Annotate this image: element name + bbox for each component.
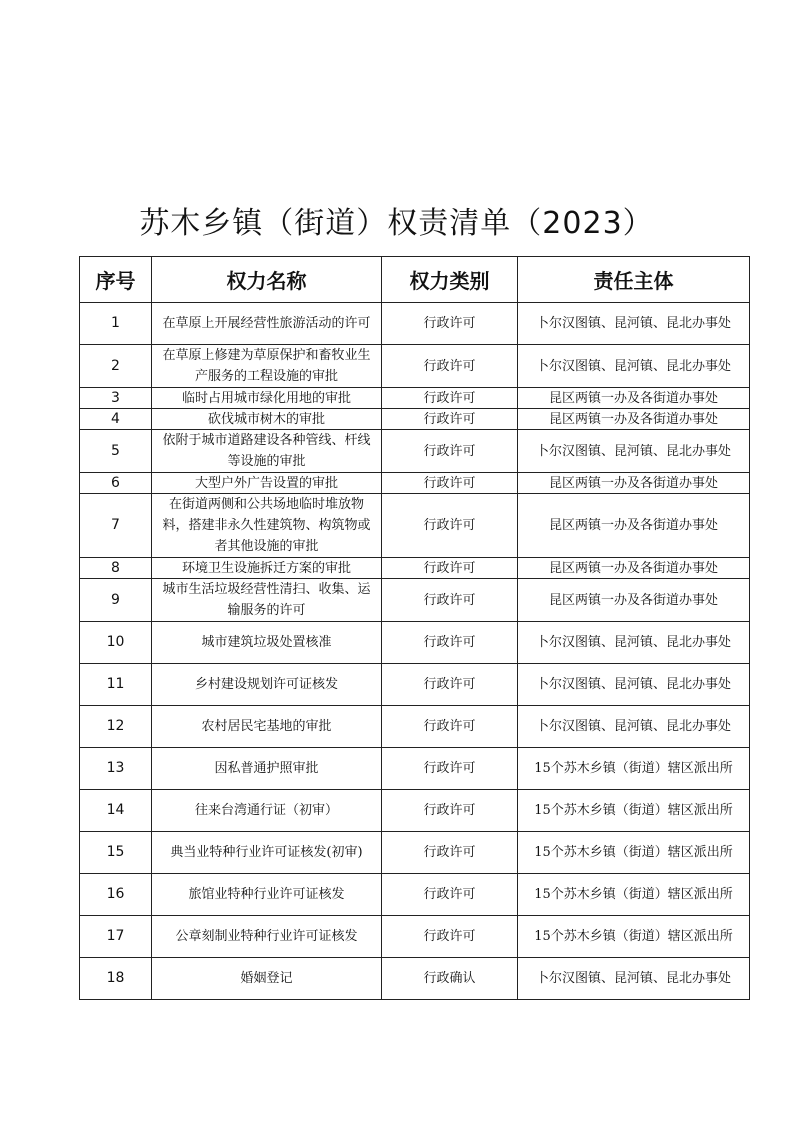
cell-no: 11 bbox=[80, 664, 152, 706]
cell-subject: 15个苏木乡镇（街道）辖区派出所 bbox=[518, 832, 750, 874]
table-row bbox=[80, 958, 750, 1000]
cell-subject: 15个苏木乡镇（街道）辖区派出所 bbox=[518, 748, 750, 790]
cell-subject: 昆区两镇一办及各街道办事处 bbox=[518, 473, 750, 494]
cell-subject: 卜尔汉图镇、昆河镇、昆北办事处 bbox=[518, 958, 750, 1000]
cell-category: 行政许可 bbox=[382, 473, 518, 494]
cell-no: 16 bbox=[80, 874, 152, 916]
cell-name: 婚姻登记 bbox=[152, 958, 382, 1000]
cell-name: 农村居民宅基地的审批 bbox=[152, 706, 382, 748]
header-subject: 责任主体 bbox=[518, 257, 750, 303]
cell-name: 在草原上修建为草原保护和畜牧业生产服务的工程设施的审批 bbox=[152, 345, 382, 388]
cell-no: 7 bbox=[80, 494, 152, 558]
cell-category: 行政许可 bbox=[382, 706, 518, 748]
cell-category: 行政许可 bbox=[382, 494, 518, 558]
cell-subject: 昆区两镇一办及各街道办事处 bbox=[518, 579, 750, 622]
cell-no: 5 bbox=[80, 430, 152, 473]
cell-category: 行政许可 bbox=[382, 874, 518, 916]
cell-category: 行政许可 bbox=[382, 790, 518, 832]
cell-no: 10 bbox=[80, 622, 152, 664]
table-row bbox=[80, 430, 750, 473]
cell-subject: 昆区两镇一办及各街道办事处 bbox=[518, 388, 750, 409]
cell-name: 砍伐城市树木的审批 bbox=[152, 409, 382, 430]
header-name: 权力名称 bbox=[152, 257, 382, 303]
cell-no: 12 bbox=[80, 706, 152, 748]
cell-no: 3 bbox=[80, 388, 152, 409]
cell-name: 城市生活垃圾经营性清扫、收集、运输服务的许可 bbox=[152, 579, 382, 622]
cell-category: 行政许可 bbox=[382, 748, 518, 790]
header-no: 序号 bbox=[80, 257, 152, 303]
cell-category: 行政许可 bbox=[382, 409, 518, 430]
cell-no: 2 bbox=[80, 345, 152, 388]
table-row bbox=[80, 579, 750, 622]
cell-name: 在草原上开展经营性旅游活动的许可 bbox=[152, 303, 382, 345]
cell-subject: 卜尔汉图镇、昆河镇、昆北办事处 bbox=[518, 430, 750, 473]
cell-name: 临时占用城市绿化用地的审批 bbox=[152, 388, 382, 409]
cell-name: 旅馆业特种行业许可证核发 bbox=[152, 874, 382, 916]
table-row bbox=[80, 748, 750, 790]
cell-subject: 卜尔汉图镇、昆河镇、昆北办事处 bbox=[518, 706, 750, 748]
cell-category: 行政许可 bbox=[382, 664, 518, 706]
table-header-row bbox=[80, 257, 750, 303]
table-row bbox=[80, 664, 750, 706]
table-row bbox=[80, 388, 750, 409]
cell-subject: 卜尔汉图镇、昆河镇、昆北办事处 bbox=[518, 303, 750, 345]
page-title: 苏木乡镇（街道）权责清单（2023） bbox=[139, 206, 654, 241]
cell-category: 行政许可 bbox=[382, 388, 518, 409]
cell-subject: 卜尔汉图镇、昆河镇、昆北办事处 bbox=[518, 664, 750, 706]
cell-no: 9 bbox=[80, 579, 152, 622]
cell-name: 环境卫生设施拆迁方案的审批 bbox=[152, 558, 382, 579]
table-row bbox=[80, 303, 750, 345]
cell-no: 1 bbox=[80, 303, 152, 345]
cell-no: 6 bbox=[80, 473, 152, 494]
cell-no: 14 bbox=[80, 790, 152, 832]
cell-name: 乡村建设规划许可证核发 bbox=[152, 664, 382, 706]
table-row bbox=[80, 345, 750, 388]
table-row bbox=[80, 494, 750, 558]
cell-subject: 卜尔汉图镇、昆河镇、昆北办事处 bbox=[518, 622, 750, 664]
cell-category: 行政许可 bbox=[382, 622, 518, 664]
header-category: 权力类别 bbox=[382, 257, 518, 303]
cell-name: 公章刻制业特种行业许可证核发 bbox=[152, 916, 382, 958]
table-row bbox=[80, 874, 750, 916]
cell-category: 行政许可 bbox=[382, 345, 518, 388]
cell-subject: 卜尔汉图镇、昆河镇、昆北办事处 bbox=[518, 345, 750, 388]
cell-no: 8 bbox=[80, 558, 152, 579]
cell-subject: 15个苏木乡镇（街道）辖区派出所 bbox=[518, 916, 750, 958]
cell-category: 行政许可 bbox=[382, 430, 518, 473]
cell-no: 15 bbox=[80, 832, 152, 874]
table-row bbox=[80, 409, 750, 430]
table-row bbox=[80, 916, 750, 958]
cell-category: 行政许可 bbox=[382, 916, 518, 958]
cell-subject: 昆区两镇一办及各街道办事处 bbox=[518, 409, 750, 430]
cell-name: 在街道两侧和公共场地临时堆放物料，搭建非永久性建筑物、构筑物或者其他设施的审批 bbox=[152, 494, 382, 558]
table-row bbox=[80, 558, 750, 579]
cell-category: 行政确认 bbox=[382, 958, 518, 1000]
cell-subject: 昆区两镇一办及各街道办事处 bbox=[518, 558, 750, 579]
cell-no: 17 bbox=[80, 916, 152, 958]
cell-category: 行政许可 bbox=[382, 558, 518, 579]
cell-subject: 15个苏木乡镇（街道）辖区派出所 bbox=[518, 790, 750, 832]
cell-subject: 15个苏木乡镇（街道）辖区派出所 bbox=[518, 874, 750, 916]
table-row bbox=[80, 473, 750, 494]
cell-name: 依附于城市道路建设各种管线、杆线等设施的审批 bbox=[152, 430, 382, 473]
cell-no: 13 bbox=[80, 748, 152, 790]
cell-category: 行政许可 bbox=[382, 303, 518, 345]
cell-name: 往来台湾通行证（初审） bbox=[152, 790, 382, 832]
cell-no: 4 bbox=[80, 409, 152, 430]
cell-name: 因私普通护照审批 bbox=[152, 748, 382, 790]
power-list-table bbox=[79, 256, 750, 1000]
cell-no: 18 bbox=[80, 958, 152, 1000]
table-row bbox=[80, 706, 750, 748]
table-row bbox=[80, 622, 750, 664]
cell-subject: 昆区两镇一办及各街道办事处 bbox=[518, 494, 750, 558]
cell-category: 行政许可 bbox=[382, 832, 518, 874]
table-row bbox=[80, 832, 750, 874]
cell-name: 典当业特种行业许可证核发(初审) bbox=[152, 832, 382, 874]
cell-name: 大型户外广告设置的审批 bbox=[152, 473, 382, 494]
table-row bbox=[80, 790, 750, 832]
cell-category: 行政许可 bbox=[382, 579, 518, 622]
cell-name: 城市建筑垃圾处置核准 bbox=[152, 622, 382, 664]
